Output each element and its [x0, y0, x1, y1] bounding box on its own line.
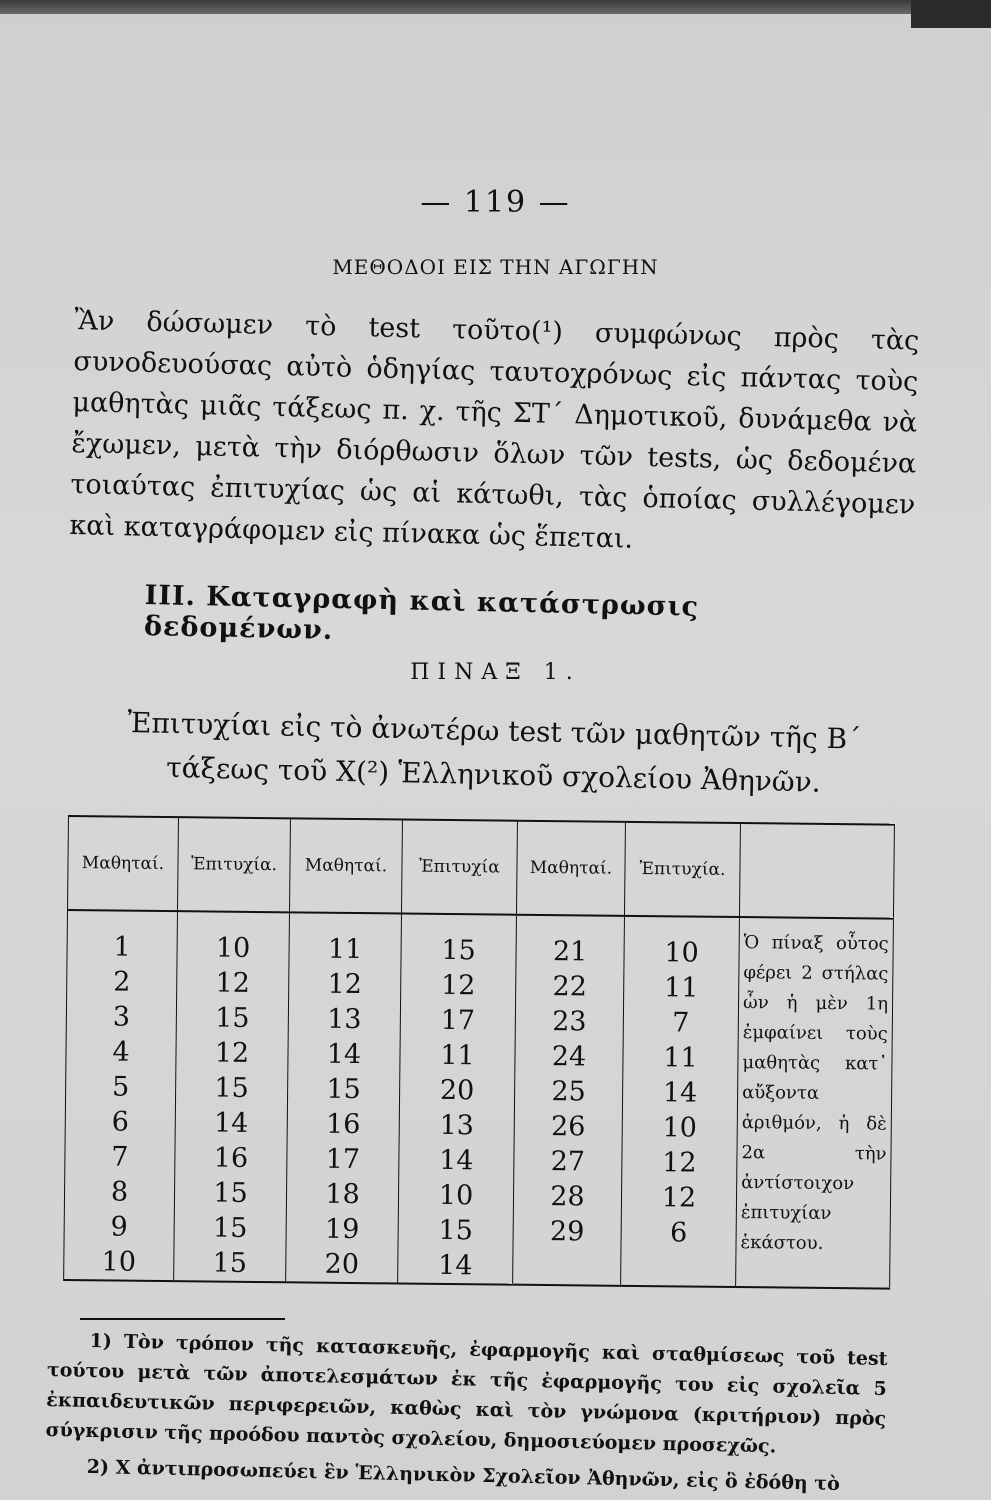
- header-students-2: Μαθηταί.: [289, 818, 402, 913]
- section-heading: III. Καταγραφὴ καὶ κατάστρωσις δεδομένων.: [143, 580, 700, 646]
- table-header-row: [68, 816, 895, 919]
- table-cell: 22: [516, 969, 624, 1005]
- table-cell: 16: [287, 1106, 399, 1142]
- table-row: [67, 910, 894, 973]
- table-cell: 9: [64, 1209, 174, 1245]
- footnote-2: 2) Χ ἀντιπροσωπεύει ἓν Ἑλληνικὸν Σχολεῖον Ἀθηνῶν, εἰς ὃ ἐδόθη τὸ: [86, 1455, 841, 1496]
- table-note: Ὁ πίναξ οὗτος φέρει 2 στήλας ὧν ἡ μὲν 1η ἐμφαίνει τοὺς μαθητὰς κατ᾽ αὔξοντα ἀριθμόν, ἡ δὲ 2α τὴν ἀντίστοιχον ἐπιτυχίαν ἑκάστου.: [736, 917, 894, 1289]
- table-cell: 15: [401, 913, 517, 968]
- table-cell: 10: [177, 911, 290, 966]
- table-cell: 4: [66, 1034, 176, 1070]
- table-cell: 12: [289, 966, 401, 1002]
- table-cell: [621, 1250, 736, 1287]
- header-note-blank: [739, 823, 894, 919]
- table-cell: 21: [516, 915, 625, 970]
- header-success-2: Ἐπιτυχία: [401, 820, 517, 915]
- table-cell: 12: [177, 965, 289, 1001]
- table-cell: 27: [514, 1144, 622, 1180]
- table-cell: 23: [515, 1004, 623, 1040]
- table-cell: 24: [515, 1039, 623, 1075]
- table-cell: 7: [623, 1005, 738, 1041]
- intro-paragraph: Ἂν δώσωμεν τὸ test τοῦτο(¹) συμφώνως πρὸς τὰς συνοδευούσας αὐτὸ ὁδηγίας ταυτοχρόνως εἰς πάντας τοὺς μαθητὰς μιᾶς τάξεως π. χ. τῆς ΣΤ΄ Δημοτικοῦ, δυνάμεθα νὰ ἔχωμεν, μετὰ τὴν διόρθωσιν ὅλων τῶν tests, ὡς δεδομένα τοιαύτας ἐπιτυχίας ὡς αἱ κάτωθι, τὰς ὁποίας συλλέγομεν καὶ καταγράφομεν εἰς πίνακα ὡς ἕπεται.: [69, 304, 920, 555]
- table-cell: 29: [513, 1214, 621, 1250]
- table-cell: 14: [288, 1036, 400, 1072]
- table-cell: 15: [174, 1245, 286, 1282]
- table-cell: 2: [67, 964, 177, 1000]
- table-cell: 11: [400, 1037, 515, 1073]
- table-cell: 14: [175, 1105, 287, 1141]
- table-cell: 12: [622, 1145, 737, 1181]
- table-title: ΠΙΝΑΞ 1.: [410, 660, 581, 685]
- table-cell: 7: [65, 1139, 175, 1175]
- table-cell: 10: [624, 916, 740, 971]
- table-cell: 16: [175, 1140, 287, 1176]
- page-number: — 119 —: [420, 185, 571, 220]
- table-cell: 10: [398, 1177, 513, 1213]
- table-cell: 11: [289, 912, 402, 967]
- table-cell: 3: [66, 999, 176, 1035]
- results-table-wrapper: [63, 815, 894, 1302]
- table-cell: 15: [176, 1000, 288, 1036]
- table-cell: 13: [399, 1107, 514, 1143]
- table-cell: 14: [398, 1247, 513, 1284]
- table-cell: 19: [286, 1211, 398, 1247]
- table-cell: 15: [174, 1210, 286, 1246]
- top-edge-shadow: [911, 0, 991, 28]
- table-cell: 15: [287, 1071, 399, 1107]
- table-cell: [513, 1249, 621, 1286]
- table-cell: 5: [65, 1069, 175, 1105]
- table-cell: 8: [64, 1174, 174, 1210]
- header-students-1: Μαθηταί.: [68, 816, 179, 911]
- header-success-3: Ἐπιτυχία.: [624, 822, 740, 917]
- table-cell: 18: [286, 1176, 398, 1212]
- table-cell: 14: [399, 1142, 514, 1178]
- table-cell: 17: [400, 1002, 515, 1038]
- table-cell: 26: [514, 1109, 622, 1145]
- table-cell: 15: [398, 1212, 513, 1248]
- footnote-1: 1) Τὸν τρόπον τῆς κατασκευῆς, ἐφαρμογῆς καὶ σταθμίσεως τοῦ test τούτου μετὰ τῶν ἀποτελεσμάτων ἐκ τῆς ἐφαρμογῆς του εἰς σχολεῖα 5 ἐκπαιδευτικῶν περιφερειῶν, καθὼς καὶ τὸν γνώμονα (κριτήριον) πρὸς σύγκρισιν τῆς προόδου παντὸς σχολείου, δημοσιεύομεν προσεχῶς.: [45, 1329, 888, 1458]
- table-cell: 10: [622, 1110, 737, 1146]
- table-cell: 14: [622, 1075, 737, 1111]
- table-cell: 20: [286, 1246, 398, 1283]
- footnote-divider: [80, 1318, 285, 1320]
- table-cell: 25: [514, 1074, 622, 1110]
- results-table: [63, 815, 895, 1290]
- table-cell: 12: [176, 1035, 288, 1071]
- table-cell: 13: [288, 1001, 400, 1037]
- running-head: ΜΕΘΟΔΟΙ ΕΙΣ ΤΗΝ ΑΓΩΓΗΝ: [332, 255, 659, 279]
- table-caption: Ἐπιτυχίαι εἰς τὸ ἀνωτέρω test τῶν μαθητῶν τῆς Β΄ τάξεως τοῦ Χ(²) Ἑλληνικοῦ σχολείου Ἀθηνῶν.: [127, 705, 862, 799]
- table-cell: 10: [64, 1244, 174, 1281]
- table-cell: 11: [624, 970, 739, 1006]
- header-students-3: Μαθηταί.: [516, 821, 625, 916]
- table-cell: 20: [399, 1072, 514, 1108]
- table-cell: 12: [621, 1180, 736, 1216]
- footnotes: [44, 1325, 887, 1500]
- table-cell: 15: [175, 1070, 287, 1106]
- top-edge-rule: [0, 0, 991, 14]
- table-cell: 17: [287, 1141, 399, 1177]
- table-cell: 15: [174, 1175, 286, 1211]
- table-cell: 6: [65, 1104, 175, 1140]
- table-cell: 6: [621, 1215, 736, 1251]
- header-success-1: Ἐπιτυχία.: [177, 817, 290, 912]
- table-cell: 11: [623, 1040, 738, 1076]
- table-cell: 28: [513, 1179, 621, 1215]
- table-cell: 12: [401, 967, 516, 1003]
- table-cell: 1: [67, 910, 178, 965]
